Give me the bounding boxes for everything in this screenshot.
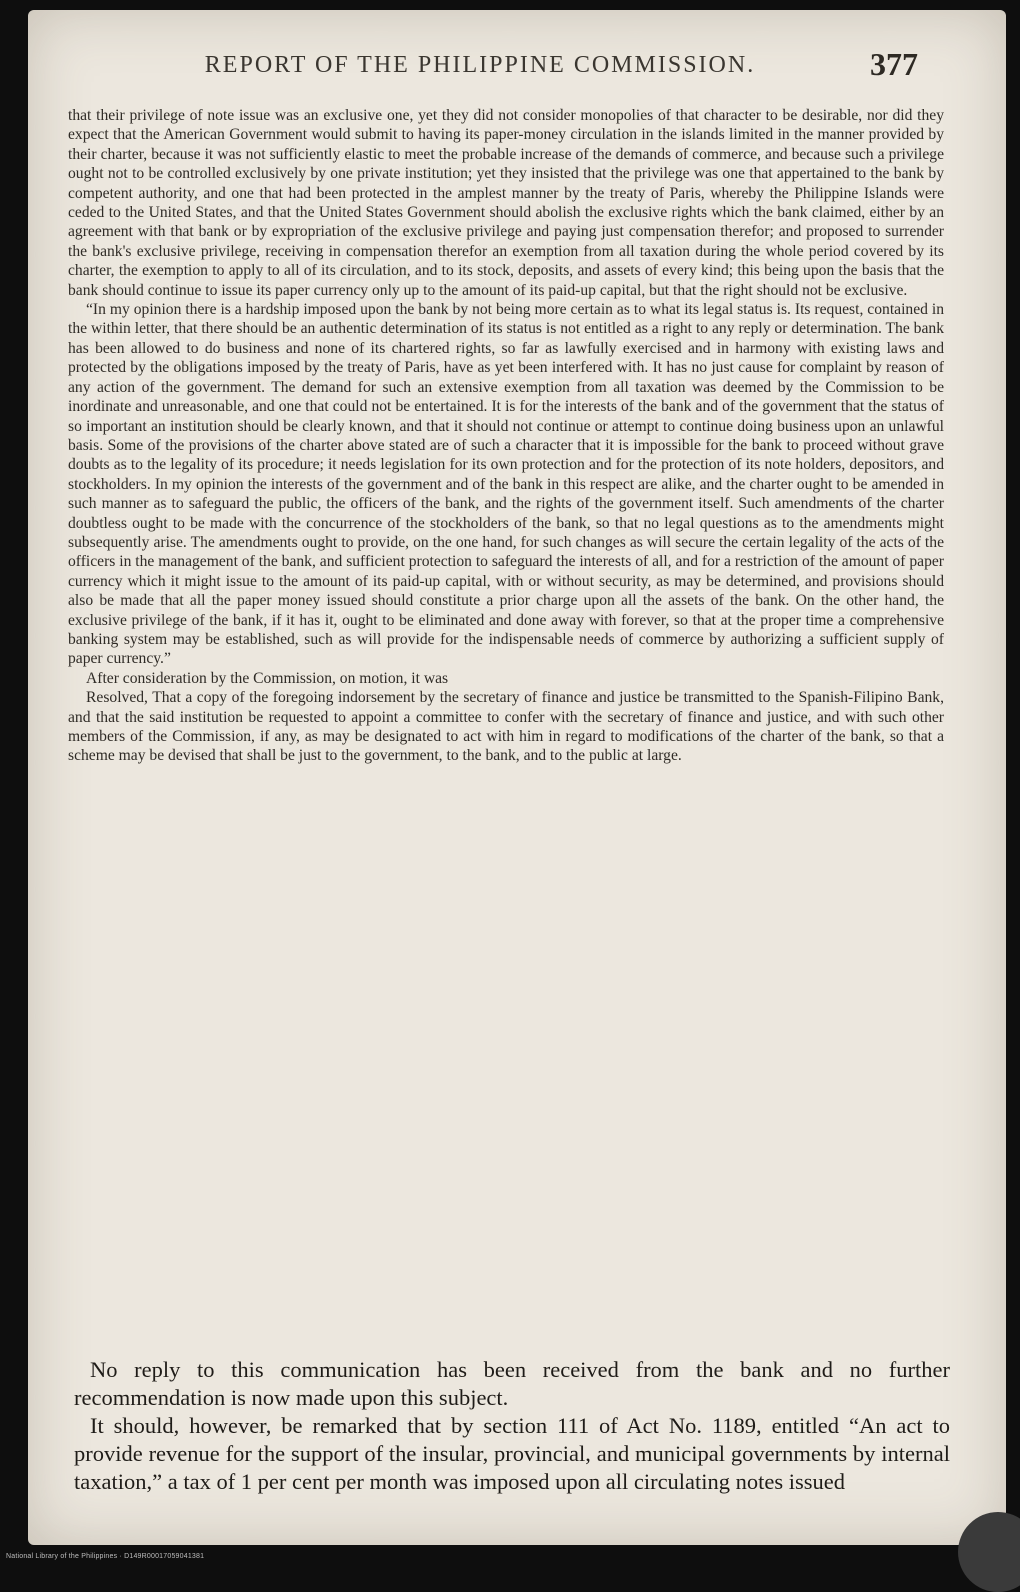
small-print-body	[68, 106, 944, 766]
paragraph-section-111: It should, however, be remarked that by section 111 of Act No. 1189, entitled “An act to provide revenue for the support of the insular, provincial, and municipal governments by internal taxation,” a tax of 1 per cent per month was imposed upon all circulating notes issued	[74, 1413, 950, 1494]
page-number: 377	[870, 46, 918, 82]
running-title: REPORT OF THE PHILIPPINE COMMISSION.	[204, 52, 756, 78]
scanned-page	[28, 10, 1006, 1545]
scan-credit: National Library of the Philippines · D149R00017059041381	[6, 1553, 205, 1560]
paragraph-quoted-opinion: “In my opinion there is a hardship imposed upon the bank by not being more certain as to what its legal status is. Its request, contained in the within letter, that there should be an authentic determination of its status is not entitled as a right to any reply or determination. The bank has been allowed to do business and none of its chartered rights, so far as lawfully exercised and in harmony with existing laws and protected by the obligations imposed by the treaty of Paris, have as yet been interfered with. It has no just cause for complaint by reason of any action of the government. The demand for such an extensive exemption from all taxation was deemed by the Commission to be inordinate and unreasonable, and one that could not be entertained. It is for the interests of the bank and of the government that the status of so important an institution should be clearly known, and that it should not continue or attempt to continue doing business upon an unlawful basis. Some of the provisions of the charter above stated are of such a character that it is impossible for the bank to proceed without grave doubts as to the legality of its procedure; it needs legislation for its own protection and for the protection of its note holders, depositors, and stockholders. In my opinion the interests of the government and of the bank in this respect are alike, and the charter ought to be amended in such manner as to safeguard the public, the officers of the bank, and the rights of the government itself. Such amendments of the charter doubtless ought to be made with the concurrence of the stockholders of the bank, so that no legal questions as to the amendments might subsequently arise. The amendments ought to provide, on the one hand, for such changes as will secure the certain legality of the acts of the officers in the management of the bank, and sufficient protection to safeguard the interests of all, and for a restriction of the amount of paper currency which it might issue to the amount of its paid-up capital, with or without security, as may be determined, and provisions should also be made that all the paper money issued should constitute a prior charge upon all the assets of the bank. On the other hand, the exclusive privilege of the bank, if it has it, ought to be eliminated and done away with forever, so that at the proper time a comprehensive banking system may be established, such as will provide for the indispensable needs of commerce by authorizing a sufficient supply of paper currency.”	[68, 301, 944, 668]
paragraph-no-reply: No reply to this communication has been received from the bank and no further recommendation is now made upon this subject.	[74, 1357, 950, 1410]
large-print-body	[74, 1356, 950, 1496]
paragraph-continued: that their privilege of note issue was an exclusive one, yet they did not consider monopolies of that character to be desirable, nor did they expect that the American Government would submit to having its paper-money circulation in the islands limited in the manner provided by their charter, because it was not sufficiently elastic to meet the probable increase of the demands of commerce, and because such a privilege ought not to be controlled exclusively by one private institution; yet they insisted that the privilege was one that appertained to the bank by competent authority, and one that had been protected in the amplest manner by the treaty of Paris, whereby the Philippine Islands were ceded to the United States, and that the United States Government should abolish the exclusive rights which the bank claimed, either by an agreement with that bank or by expropriation of the exclusive privilege and paying just compensation therefor; and proposed to surrender the bank's exclusive privilege, receiving in compensation therefor an exemption from all taxation during the whole period covered by its charter, the exemption to apply to all of its circulation, and to its stock, deposits, and assets of every kind; this being upon the basis that the bank should continue to issue its paper currency only up to the amount of its paid-up capital, but that the right should not be exclusive.	[68, 107, 944, 299]
paragraph-resolution: Resolved, That a copy of the foregoing indorsement by the secretary of finance and justice be transmitted to the Spanish-Filipino Bank, and that the said institution be requested to appoint a committee to confer with the secretary of finance and justice, and with such other members of the Commission, if any, as may be designated to act with him in regard to modifications of the charter of the bank, so that a scheme may be devised that shall be just to the government, to the bank, and to the public at large.	[68, 689, 944, 765]
paragraph-motion: After consideration by the Commission, on motion, it was	[86, 669, 449, 687]
